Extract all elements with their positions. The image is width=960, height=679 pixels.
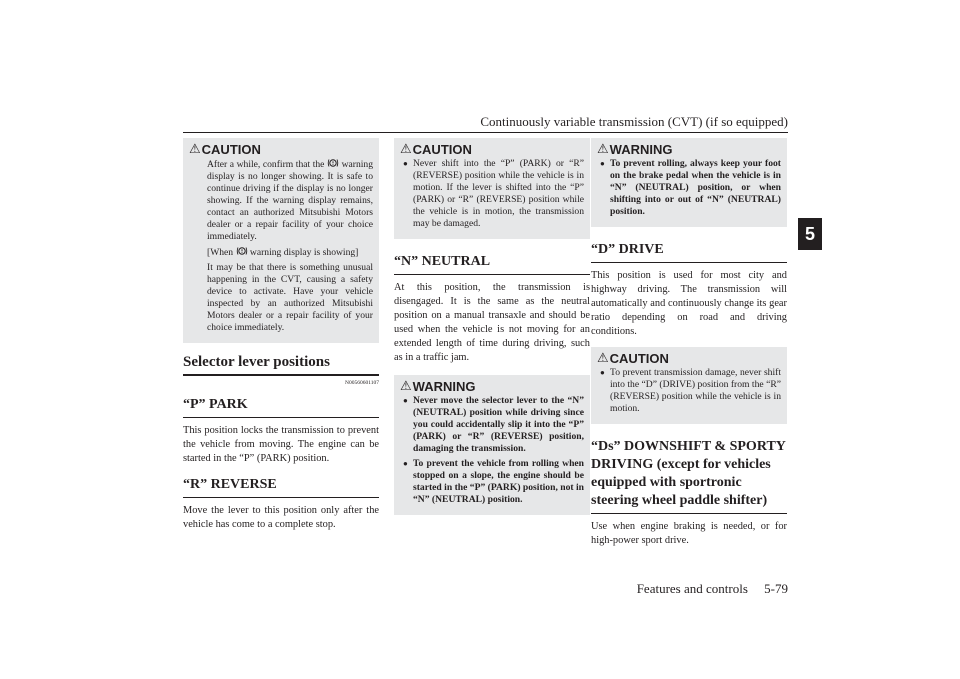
caution-box-shift	[394, 138, 590, 239]
chapter-tab: 5	[798, 218, 822, 250]
neutral-title: “N” NEUTRAL	[394, 253, 590, 275]
warning-bullet-2: ● To prevent the vehicle from rolling when stopped on a slope, the engine should be started in the “P” (PARK) position, not in “N” (NEUTRAL) position.	[404, 458, 584, 506]
park-text: This position locks the transmission to prevent the vehicle from moving. The engine can be started in the “P” (PARK) position.	[183, 425, 379, 464]
caution-paragraph-1: After a while, confirm that the warning display is no longer showing. It is safe to continue driving if the display is no longer showing. If the warning display remains, contact an authorized Mitsubishi Motors dealer or a repair facility of your choice immediately.	[207, 159, 374, 242]
column-left	[183, 138, 379, 540]
warning-box-rolling	[591, 138, 787, 227]
neutral-text: At this position, the transmission is disengaged. It is the same as the neutral position on a manual transaxle and should be used when the vehicle is not moving for an extended length of time during driving, such as in a traffic jam.	[394, 282, 590, 363]
ds-title: “Ds” DOWNSHIFT & SPORTY DRIVING (except for vehicles equipped with sportronic steering wheel paddle shifter)	[591, 438, 787, 514]
caution-header	[189, 140, 373, 158]
warning-triangle-icon: ⚠	[189, 141, 201, 156]
column-right	[591, 138, 787, 556]
caution-label: CAUTION	[201, 141, 261, 157]
caution-label: CAUTION	[412, 141, 472, 157]
document-id: N00560601107	[344, 380, 379, 386]
drive-text: This position is used for most city and highway driving. The transmission will automatically and continuously change its gear ratio depending on road and driving conditions.	[591, 270, 787, 337]
footer-section: Features and controls	[636, 581, 748, 596]
header-rule	[183, 132, 788, 133]
cvt-warning-lamp-icon	[236, 246, 248, 256]
ds-text: Use when engine braking is needed, or for high-power sport drive.	[591, 521, 787, 546]
caution-bullet: ● Never shift into the “P” (PARK) or “R” (REVERSE) position while the vehicle is in motion. If the lever is shifted into the “P” (PARK) or “R” (REVERSE) position while the vehicle is in motion, the transmission may be damaged.	[404, 158, 584, 230]
caution-box-cvt-warning	[183, 138, 379, 343]
warning-triangle-icon: ⚠	[597, 350, 609, 365]
page-footer	[637, 581, 788, 597]
selector-lever-positions-title: Selector lever positions	[183, 353, 379, 376]
warning-label: WARNING	[412, 378, 476, 394]
warning-triangle-icon: ⚠	[597, 141, 609, 156]
caution-header	[597, 349, 781, 367]
warning-header	[597, 140, 781, 158]
warning-label: WARNING	[609, 141, 673, 157]
warning-box-neutral	[394, 375, 590, 515]
caution-header	[400, 140, 584, 158]
drive-title: “D” DRIVE	[591, 241, 787, 263]
caution-box-drive	[591, 347, 787, 424]
warning-bullet-1: ● Never move the selector lever to the “N” (NEUTRAL) position while driving since you could accidentally slip it into the “P” (PARK) or “R” (REVERSE) position, damaging the transmission.	[404, 395, 584, 455]
park-title: “P” PARK	[183, 396, 379, 418]
warning-triangle-icon: ⚠	[400, 141, 412, 156]
page-number: 5-79	[764, 581, 788, 596]
caution-paragraph-3: It may be that there is something unusual happening in the CVT, causing a safety device to activate. Have your vehicle inspected by an authorized Mitsubishi Motors dealer or a repair facility of your choice immediately.	[207, 262, 373, 333]
page-header-title: Continuously variable transmission (CVT) (if so equipped)	[480, 114, 788, 129]
warning-triangle-icon: ⚠	[400, 378, 412, 393]
reverse-text: Move the lever to this position only after the vehicle has come to a complete stop.	[183, 505, 379, 530]
warning-bullet: ● To prevent rolling, always keep your foot on the brake pedal when the vehicle is in “N” (NEUTRAL) position, or when shifting into or out of “N” (NEUTRAL) position.	[601, 158, 781, 218]
cvt-warning-lamp-icon	[327, 158, 339, 168]
warning-header	[400, 377, 584, 395]
column-middle	[394, 138, 590, 525]
caution-label: CAUTION	[609, 350, 669, 366]
reverse-title: “R” REVERSE	[183, 476, 379, 498]
caution-bullet: ● To prevent transmission damage, never shift into the “D” (DRIVE) position from the “R” (REVERSE) position while the vehicle is in motion.	[601, 367, 781, 415]
caution-paragraph-2: [When warning display is showing]	[207, 247, 359, 258]
